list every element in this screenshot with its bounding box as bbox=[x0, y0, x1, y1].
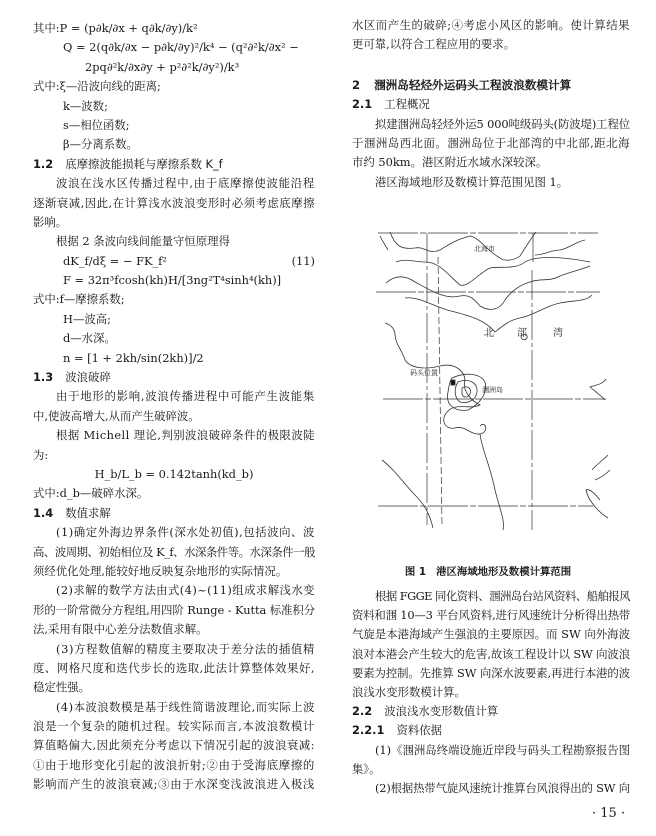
wharf-marker bbox=[451, 380, 455, 385]
definition: β—分离系数。 bbox=[63, 137, 138, 152]
left-column bbox=[33, 19, 315, 795]
paragraph-line: 稳定性强。 bbox=[33, 680, 90, 695]
paragraph-line: 市约 50km。港区附近水域水深较深。 bbox=[352, 155, 548, 170]
paragraph-line: 要素为控制。先推算 SW 向深水波要素,再进行本港的波 bbox=[352, 665, 630, 680]
section-heading-2-2: 2.2 波浪浅水变形数值计算 bbox=[352, 704, 499, 719]
equation-breaking: H_b/L_b = 0.142tanh(kd_b) bbox=[94, 466, 254, 481]
definition: 式中:ξ—沿波向线的距离; bbox=[33, 79, 161, 94]
page-number: · 15 · bbox=[592, 806, 626, 821]
section-heading-2-1: 2.1 工程概况 bbox=[352, 97, 430, 112]
right-column bbox=[352, 16, 630, 192]
definition: s—相位函数; bbox=[63, 117, 130, 132]
paragraph-line: 资料和涠 10—3 平台风资料,进行风速统计分析得出热带 bbox=[352, 608, 630, 623]
equation-11: dK_f/dξ = − FK_f² (11) bbox=[33, 252, 315, 271]
paragraph-line: 波浪在浅水区传播过程中,由于底摩擦使波能沿程 bbox=[56, 176, 315, 191]
right-column-lower bbox=[352, 587, 630, 798]
paragraph-line: 形的一阶常微分方程组,用四阶 Runge - Kutta 标准积分 bbox=[33, 602, 316, 617]
paragraph-line: 逐渐衰减,因此,在计算浅水波浪变形时必须考虑底摩擦 bbox=[33, 195, 316, 210]
section-heading-1-4: 1.4 数值求解 bbox=[33, 505, 111, 520]
definition: k—波数; bbox=[63, 98, 108, 113]
figure-caption: 图 1 港区海域地形及数模计算范围 bbox=[404, 566, 572, 578]
paragraph-line: 更可靠,以符合工程应用的要求。 bbox=[352, 37, 516, 52]
paragraph-line: 为: bbox=[33, 447, 49, 462]
equation-p: 其中:P = (p∂k/∂x + q∂k/∂y)/k² bbox=[33, 21, 198, 35]
paragraph-line: (4)本波浪数模是基于线性简谐波理论,而实际上波 bbox=[56, 699, 315, 714]
definition: 式中:f—摩擦系数; bbox=[33, 292, 125, 307]
grid-lines bbox=[376, 233, 606, 530]
paragraph-line: 拟建涠洲岛轻烃外运5 000吨级码头(防波堤)工程位 bbox=[375, 116, 631, 131]
figure-1-map bbox=[370, 225, 615, 540]
equation-n: n = [1 + 2kh/sin(2kh)]/2 bbox=[63, 350, 204, 365]
paragraph-line: 水区而产生的破碎;④考虑小风区的影响。使计算结果 bbox=[352, 18, 630, 32]
paragraph-line: 浪浅水变形数模计算。 bbox=[352, 684, 466, 699]
paragraph-line: (2)求解的数学方法由式(4)~(11)组成求解浅水变 bbox=[56, 583, 316, 598]
section-heading-2-2-1: 2.2.1 资料依据 bbox=[352, 723, 443, 738]
equation-number: (11) bbox=[291, 253, 315, 268]
equation-q-line1: Q = 2(q∂k/∂x − p∂k/∂y)²/k⁴ − (q²∂²k/∂x² − bbox=[63, 40, 299, 55]
paragraph-line: 港区海域地形及数模计算范围见图 1。 bbox=[375, 174, 569, 189]
paragraph-line: 根据 FGGE 同化资料、涠洲岛台站风资料、船舶报风 bbox=[375, 589, 630, 603]
map-label-bay-2: 部 bbox=[517, 328, 527, 339]
paragraph-line: 气旋是本港海域产生强浪的主要原因。而 SW 向外海波 bbox=[352, 627, 630, 642]
paragraph-line: 由于地形的影响,波浪传播进程中可能产生波能集 bbox=[56, 389, 315, 404]
paragraph-line: ①由于地形变化引起的波浪折射;②由于受海底摩擦的 bbox=[33, 757, 315, 772]
map-label-island: 涠洲岛 bbox=[482, 386, 503, 394]
definition: d—水深。 bbox=[63, 331, 116, 346]
map-label-wharf: 码头位置 bbox=[410, 369, 438, 377]
paragraph-line: 浪是一个复杂的随机过程。较实际而言,本波浪数模计 bbox=[33, 719, 315, 734]
paragraph-line: 须经优化处理,能较好地反映复杂地形的实际情况。 bbox=[33, 563, 288, 578]
paragraph-line: 浪对本港会产生较大的危害,故该工程设计以 SW 向波浪 bbox=[352, 646, 630, 661]
paragraph-line: 于涠洲岛西北面。涠洲岛位于北部湾的中北部,距北海 bbox=[352, 135, 630, 150]
paragraph-line: 根据 Michell 理论,判别波浪破碎条件的极限波陡 bbox=[56, 428, 316, 443]
map-label-beihai: 北海市 bbox=[474, 245, 495, 253]
paragraph-line: 根据 2 条波向线间能量守恒原理得 bbox=[56, 234, 230, 249]
paragraph-line: (1)《涠洲岛终端设施近岸段与码头工程勘察报告图 bbox=[375, 742, 631, 757]
equation-f: F = 32π³fcosh(kh)H/[3ng²T⁴sinh⁴(kh)] bbox=[63, 273, 282, 288]
section-heading-1-2: 1.2 底摩擦波能损耗与摩擦系数 K_f bbox=[33, 156, 223, 171]
paragraph-line: 高、波周期、初始相位及 K_f、水深条件等。水深条件一般 bbox=[33, 544, 316, 559]
coastlines bbox=[380, 232, 610, 530]
map-label-bay-3: 湾 bbox=[553, 328, 563, 339]
paragraph-line: 集》。 bbox=[352, 761, 381, 776]
paragraph-line: 影响。 bbox=[33, 214, 68, 229]
paragraph-line: 算值略偏大,因此须充分考虑以下情况引起的波浪衰减: bbox=[33, 738, 315, 753]
paragraph-line: 度、网格尺度和迭代步长的选取,此法计算整体效果好, bbox=[33, 660, 316, 675]
map-label-bay-1: 北 bbox=[484, 328, 494, 339]
section-heading-1-3: 1.3 波浪破碎 bbox=[33, 370, 111, 385]
paragraph-line: (1)确定外海边界条件(深水处初值),包括波向、波 bbox=[56, 525, 315, 540]
paragraph-line: (2)根据热带气旋风速统计推算台风浪得出的 SW 向 bbox=[375, 780, 630, 795]
paragraph-line: (3)方程数值解的精度主要取决于差分法的插值精 bbox=[56, 641, 315, 656]
definition: H—波高; bbox=[63, 311, 111, 326]
equation-q-line2: 2pq∂²k/∂x∂y + p²∂²k/∂y²)/k³ bbox=[85, 59, 240, 74]
paragraph-line: 中,使波高增大,从而产生破碎波。 bbox=[33, 408, 200, 423]
definition: 式中:d_b—破碎水深。 bbox=[33, 486, 149, 501]
paragraph-line: 法,采用有限中心差分法数值求解。 bbox=[33, 622, 208, 637]
paragraph-line: 影响而产生的波浪衰减;③由于水深变浅波浪进入极浅 bbox=[33, 777, 315, 792]
section-heading-2: 2 涠洲岛轻烃外运码头工程波浪数模计算 bbox=[352, 77, 572, 92]
